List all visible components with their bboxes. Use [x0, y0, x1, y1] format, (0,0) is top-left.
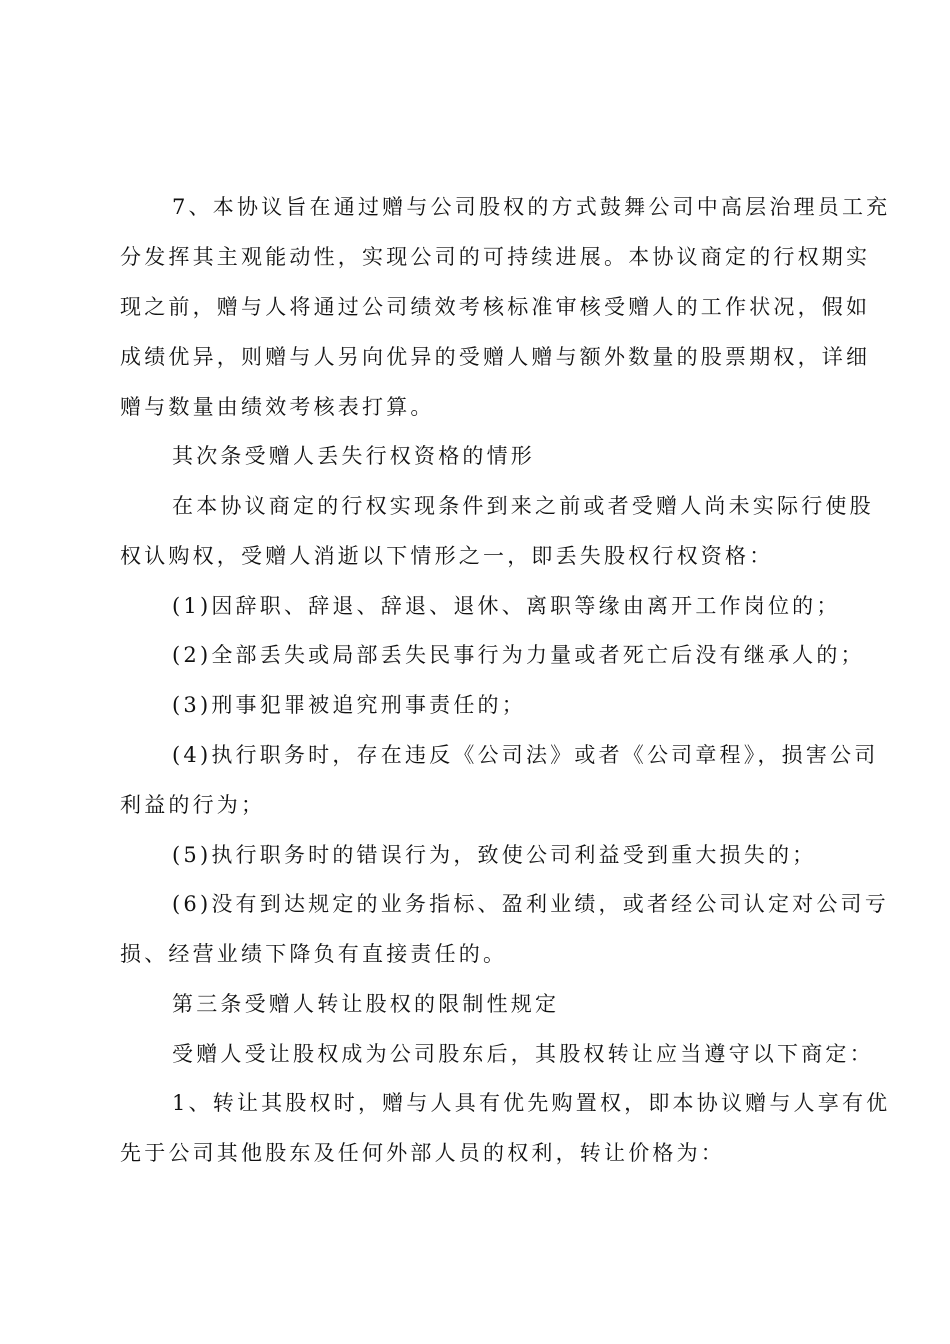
article-3-item-1-line-1: 1、转让其股权时，赠与人具有优先购置权，即本协议赠与人享有优 — [172, 1091, 891, 1115]
clause-5: (5)执行职务时的错误行为，致使公司利益受到重大损失的； — [172, 843, 817, 867]
clause-4-line-2: 利益的行为； — [120, 793, 266, 817]
clause-6-line-1: (6)没有到达规定的业务指标、盈利业绩，或者经公司认定对公司亏 — [172, 892, 889, 916]
article-3-item-1-line-2: 先于公司其他股东及任何外部人员的权利，转让价格为： — [120, 1141, 725, 1165]
clause-3: (3)刑事犯罪被追究刑事责任的； — [172, 693, 526, 717]
clause-4-line-1: (4)执行职务时，存在违反《公司法》或者《公司章程》，损害公司 — [172, 743, 879, 767]
clause-2: (2)全部丢失或局部丢失民事行为力量或者死亡后没有继承人的； — [172, 643, 865, 667]
clause-6-line-2: 损、经营业绩下降负有直接责任的。 — [120, 942, 508, 966]
article-2-intro-line-1: 在本协议商定的行权实现条件到来之前或者受赠人尚未实际行使股 — [172, 494, 874, 518]
article-2-heading: 其次条受赠人丢失行权资格的情形 — [172, 444, 535, 468]
paragraph-7-line-3: 现之前，赠与人将通过公司绩效考核标准审核受赠人的工作状况，假如 — [120, 295, 871, 319]
paragraph-7-line-2: 分发挥其主观能动性，实现公司的可持续进展。本协议商定的行权期实 — [120, 245, 871, 269]
article-3-heading: 第三条受赠人转让股权的限制性规定 — [172, 992, 560, 1016]
article-3-intro: 受赠人受让股权成为公司股东后，其股权转让应当遵守以下商定： — [172, 1042, 874, 1066]
paragraph-7-line-5: 赠与数量由绩效考核表打算。 — [120, 395, 435, 419]
paragraph-7-line-4: 成绩优异，则赠与人另向优异的受赠人赠与额外数量的股票期权，详细 — [120, 345, 871, 369]
paragraph-7-line-1: 7、本协议旨在通过赠与公司股权的方式鼓舞公司中高层治理员工充 — [172, 195, 891, 219]
clause-1: (1)因辞职、辞退、辞退、退休、离职等缘由离开工作岗位的； — [172, 594, 841, 618]
article-2-intro-line-2: 权认购权，受赠人消逝以下情形之一，即丢失股权行权资格： — [120, 544, 774, 568]
